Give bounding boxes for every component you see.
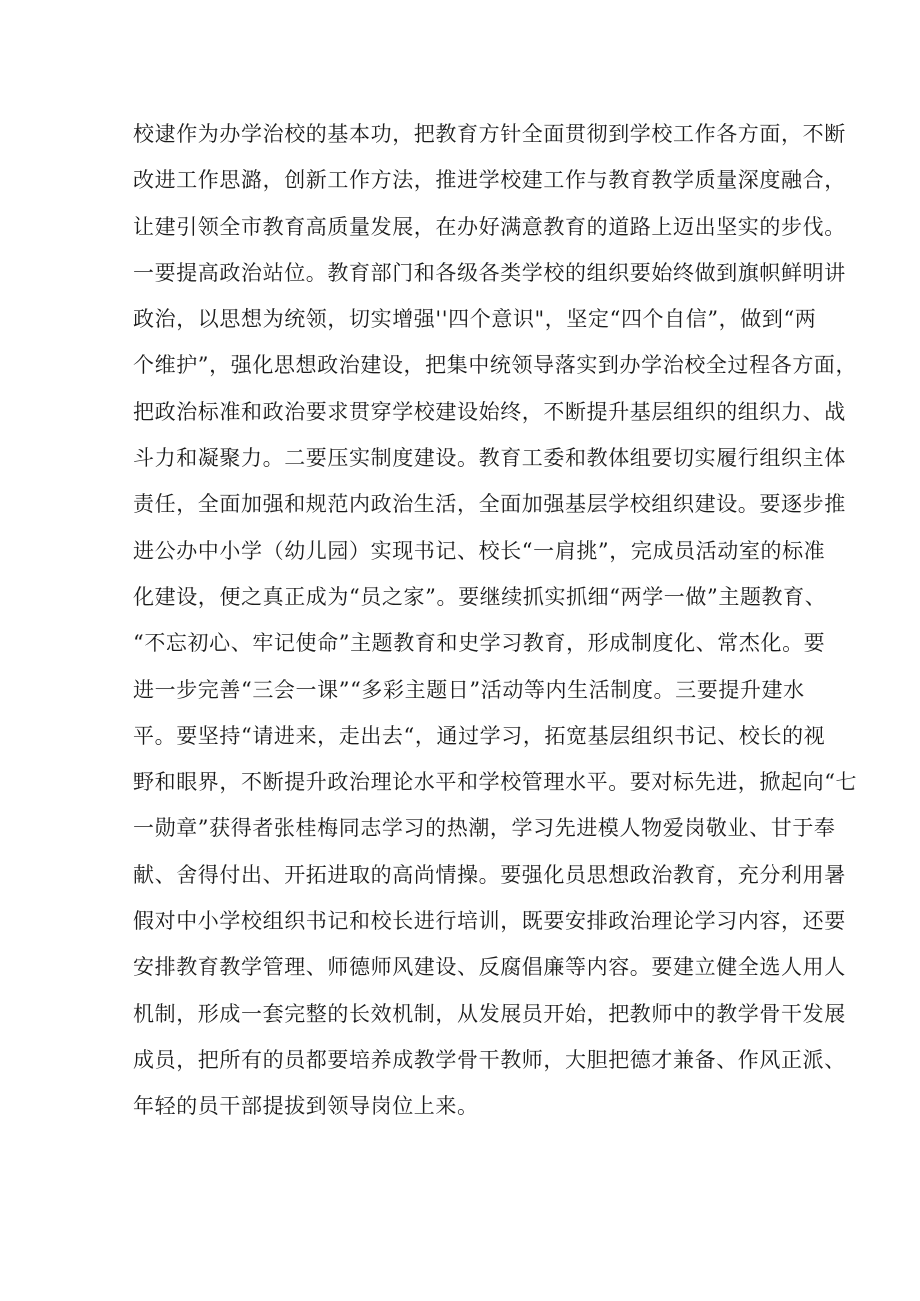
text-line: 责任，全面加强和规范内政治生活，全面加强基层学校组织建设。要逐步推 [133,492,846,517]
text-line: 斗力和凝聚力。二要压实制度建设。教育工委和教体组要切实履行组织主体 [133,446,846,471]
text-line: 平。要坚持“请进来，走出去“，通过学习，拓宽基层组织书记、校长的视 [133,723,826,748]
text-line: 进一步完善“三会一课”“多彩主题日”活动等内生活制度。三要提升建水 [133,677,805,702]
text-line: 校逮作为办学治校的基本功，把教育方针全面贯彻到学校工作各方面，不断 [133,122,846,146]
text-line: 一要提高政治站位。教育部门和各级各类学校的组织要始终做到旗帜鲜明讲 [133,260,846,285]
text-line: 化建设，便之真正成为“员之家”。要继续抓实抓细“两学一做”主题教育、 [133,584,827,609]
text-line: 献、舍得付出、开拓进取的高尚情操。要强化员思想政治教育，充分利用暑 [133,862,846,887]
text-line: 成员，把所有的员都要培养成教学骨干教师，大胆把德才兼备、作风正派、 [133,1047,846,1072]
text-line: 让建引领全市教育高质量发展，在办好满意教育的道路上迈出坚实的步伐。 [133,214,846,239]
text-line: 把政治标准和政治要求贯穿学校建设始终，不断提升基层组织的组织力、战 [133,399,846,424]
text-line: 进公办中小学（幼儿园）实现书记、校长“一肩挑”，完成员活动室的标准 [133,538,826,563]
text-line: 改进工作思潞，创新工作方法，推进学校建工作与教育教学质量深度融合， [133,168,846,193]
text-line: 假对中小学校组织书记和校长进行培训，既要安排政治理论学习内容，还要 [133,909,846,934]
text-line: 一勋章”获得者张桂梅同志学习的热潮，学习先进模人物爱岗敬业、甘于奉 [133,816,836,841]
text-line: 机制，形成一套完整的长效机制，从发展员开始，把教师中的教学骨干发展 [133,1001,846,1026]
text-line: 野和眼界，不断提升政治理论水平和学校管理水平。要对标先进，掀起向“七 [133,770,858,795]
text-line: “不忘初心、牢记使命”主题教育和史学习教育，形成制度化、常杰化。要 [133,631,826,656]
text-line: 安排教育教学管理、师德师风建设、反腐倡廉等内容。要建立健全选人用人 [133,955,846,980]
text-line: 年轻的员干部提拔到领导岗位上来。 [133,1094,479,1119]
text-line: 政治，以思想为统领，切实增强''四个意识"，坚定“四个自信”，做到“两 [133,307,817,332]
body-paragraph [133,111,858,1130]
text-line: 个维护”，强化思想政治建设，把集中统领导落实到办学治校全过程各方面， [133,353,858,378]
